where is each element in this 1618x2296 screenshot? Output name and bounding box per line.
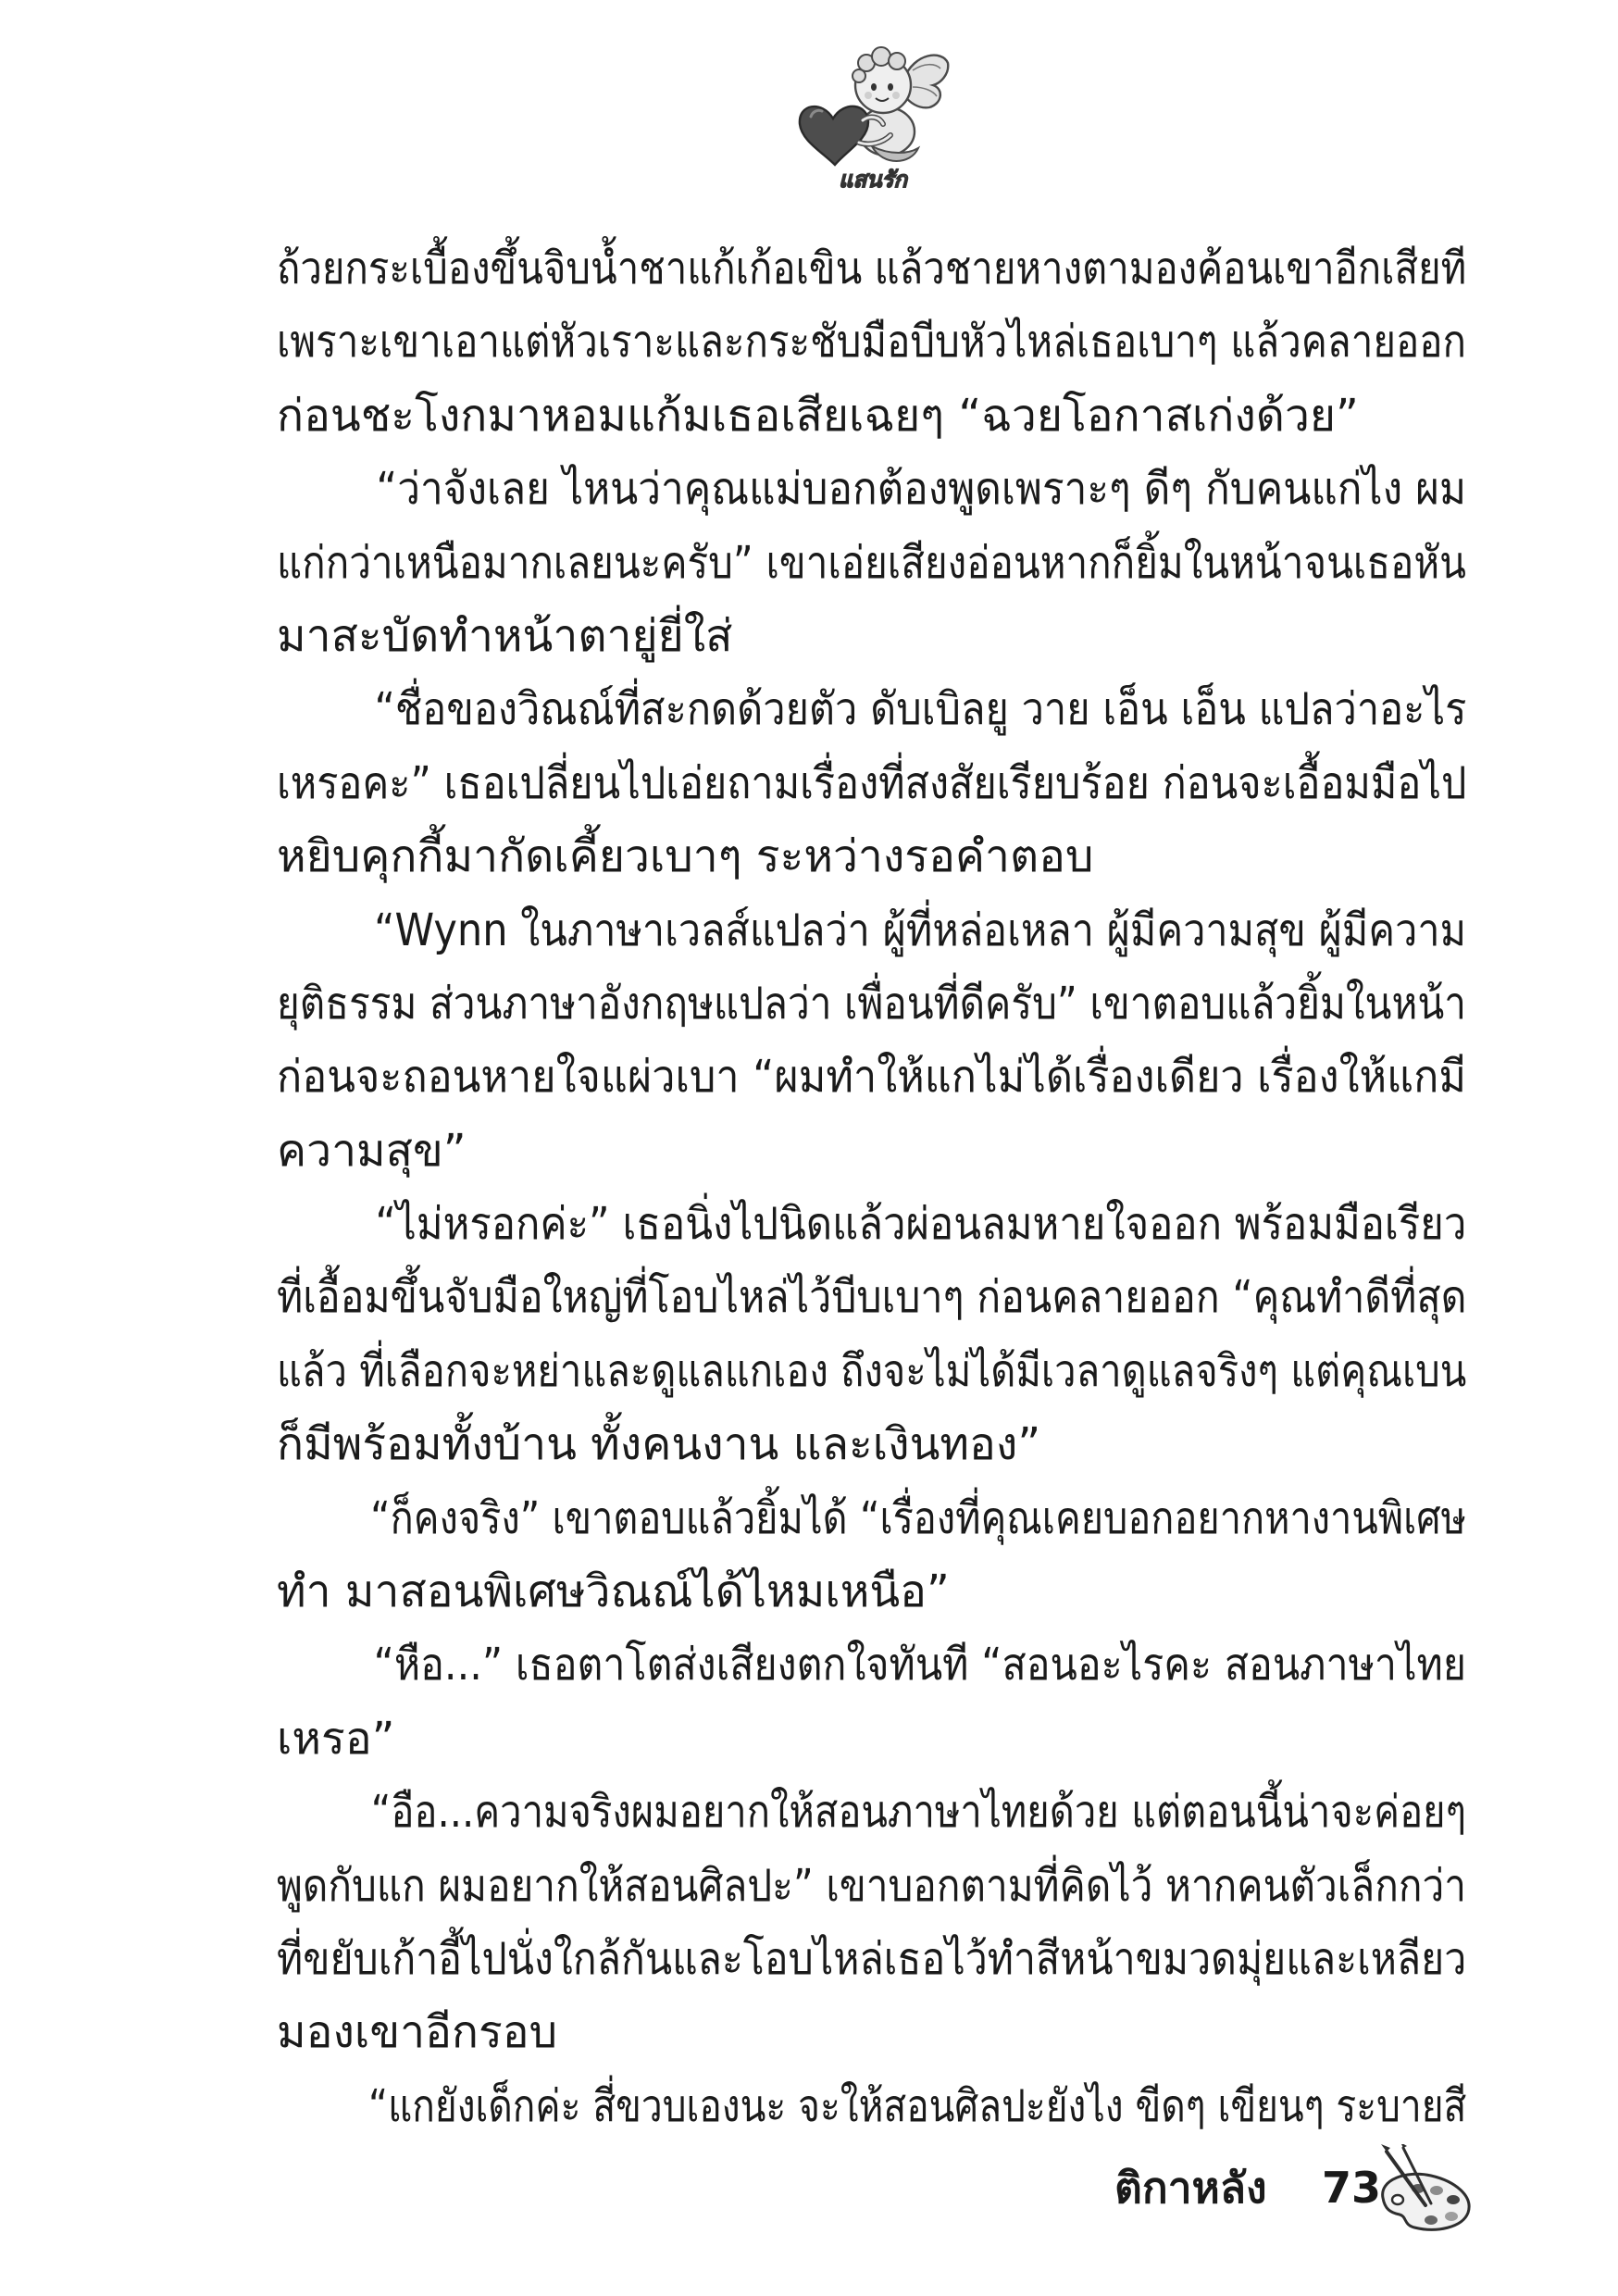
text-line: ทำ มาสอนพิเศษวิณณ์ได้ไหมเหนือ” [277, 1566, 950, 1618]
paragraph [277, 894, 1466, 1189]
paragraph [277, 1628, 1466, 1776]
text-line: ก่อนจะถอนหายใจแผ่วเบา “ผมทำให้แกไม่ได้เรื่องเดียว เรื่องให้แกมี [277, 1051, 1466, 1104]
text-line: “แกยังเด็กค่ะ สี่ขวบเองนะ จะให้สอนศิลปะยังไง ขีดๆ เขียนๆ ระบายสี [368, 2079, 1466, 2132]
text-line: มาสะบัดทำหน้าตายู่ยี่ใส่ [277, 609, 733, 662]
palette-brush-icon [1370, 2144, 1475, 2235]
text-line: “ก็คงจริง” เขาตอบแล้วยิ้มได้ “เรื่องที่คุณเคยบอกอยากหางานพิเศษ [370, 1491, 1466, 1544]
text-line: หยิบคุกกี้มากัดเคี้ยวเบาๆ ระหว่างรอคำตอบ [277, 830, 1094, 883]
paragraph [277, 453, 1466, 673]
text-line: ความสุข” [277, 1124, 467, 1177]
book-title: ติกาหลัง [1114, 2163, 1267, 2213]
text-line: ที่เอื้อมขึ้นจับมือใหญ่ที่โอบไหล่ไว้บีบเบาๆ ก่อนคลายออก “คุณทำดีที่สุด [277, 1271, 1466, 1324]
paragraph [277, 673, 1466, 893]
text-line: “ไม่หรอกค่ะ” เธอนิ่งไปนิดแล้วผ่อนลมหายใจออก พร้อมมือเรียว [375, 1198, 1466, 1251]
publisher-logo [794, 43, 952, 200]
paragraph [277, 1188, 1466, 1482]
text-line: เหรอ” [277, 1712, 395, 1765]
paragraph [277, 2070, 1466, 2143]
text-line: เพราะเขาเอาแต่หัวเราะและกระชับมือบีบหัวไหล่เธอเบาๆ แล้วคลายออก [277, 316, 1466, 368]
text-line: แก่กว่าเหนือมากเลยนะครับ” เขาเอ่ยเสียงอ่อนหากก็ยิ้มในหน้าจนเธอหัน [277, 536, 1466, 589]
text-line: ยุติธรรม ส่วนภาษาอังกฤษแปลว่า เพื่อนที่ดีครับ” เขาตอบแล้วยิ้มในหน้า [277, 977, 1466, 1029]
paragraph [277, 1482, 1466, 1629]
text-line: เหรอคะ” เธอเปลี่ยนไปเอ่ยถามเรื่องที่สงสัยเรียบร้อย ก่อนจะเอื้อมมือไป [277, 756, 1466, 809]
cupid-heart-icon [794, 43, 952, 172]
text-line: “ชื่อของวิณณ์ที่สะกดด้วยตัว ดับเบิลยู วาย เอ็น เอ็น แปลว่าอะไร [374, 683, 1466, 736]
text-line: แล้ว ที่เลือกจะหย่าและดูแลแกเอง ถึงจะไม่ได้มีเวลาดูแลจริงๆ แต่คุณเบน [277, 1344, 1466, 1397]
logo-text: แสนรัก [839, 167, 907, 193]
text-line: ที่ขยับเก้าอี้ไปนั่งใกล้กันและโอบไหล่เธอไว้ทำสีหน้าขมวดมุ่ยและเหลียว [277, 1932, 1466, 1985]
text-line: ก็มีพร้อมทั้งบ้าน ทั้งคนงาน และเงินทอง” [277, 1418, 1041, 1471]
text-line: “ว่าจังเลย ไหนว่าคุณแม่บอกต้องพูดเพราะๆ ดีๆ กับคนแก่ไง ผม [376, 463, 1466, 516]
body-text [277, 232, 1466, 2143]
paragraph [277, 232, 1466, 453]
text-line: ก่อนชะโงกมาหอมแก้มเธอเสียเฉยๆ “ฉวยโอกาสเก่งด้วย” [277, 389, 1359, 442]
paragraph [277, 1776, 1466, 2070]
text-line: พูดกับแก ผมอยากให้สอนศิลปะ” เขาบอกตามที่คิดไว้ หากคนตัวเล็กกว่า [277, 1859, 1466, 1912]
page-number: 73 [1322, 2163, 1382, 2213]
text-line: มองเขาอีกรอบ [277, 2006, 558, 2059]
text-line: ถ้วยกระเบื้องขึ้นจิบน้ำชาแก้เก้อเขิน แล้วชายหางตามองค้อนเขาอีกเสียที [277, 243, 1466, 294]
text-line: “อือ...ความจริงผมอยากให้สอนภาษาไทยด้วย แต่ตอนนี้น่าจะค่อยๆ [370, 1786, 1466, 1839]
text-line: “หือ...” เธอตาโตส่งเสียงตกใจทันที “สอนอะไรคะ สอนภาษาไทย [373, 1639, 1466, 1691]
text-line: “Wynn ในภาษาเวลส์แปลว่า ผู้ที่หล่อเหลา ผู้มีความสุข ผู้มีความ [374, 904, 1466, 956]
